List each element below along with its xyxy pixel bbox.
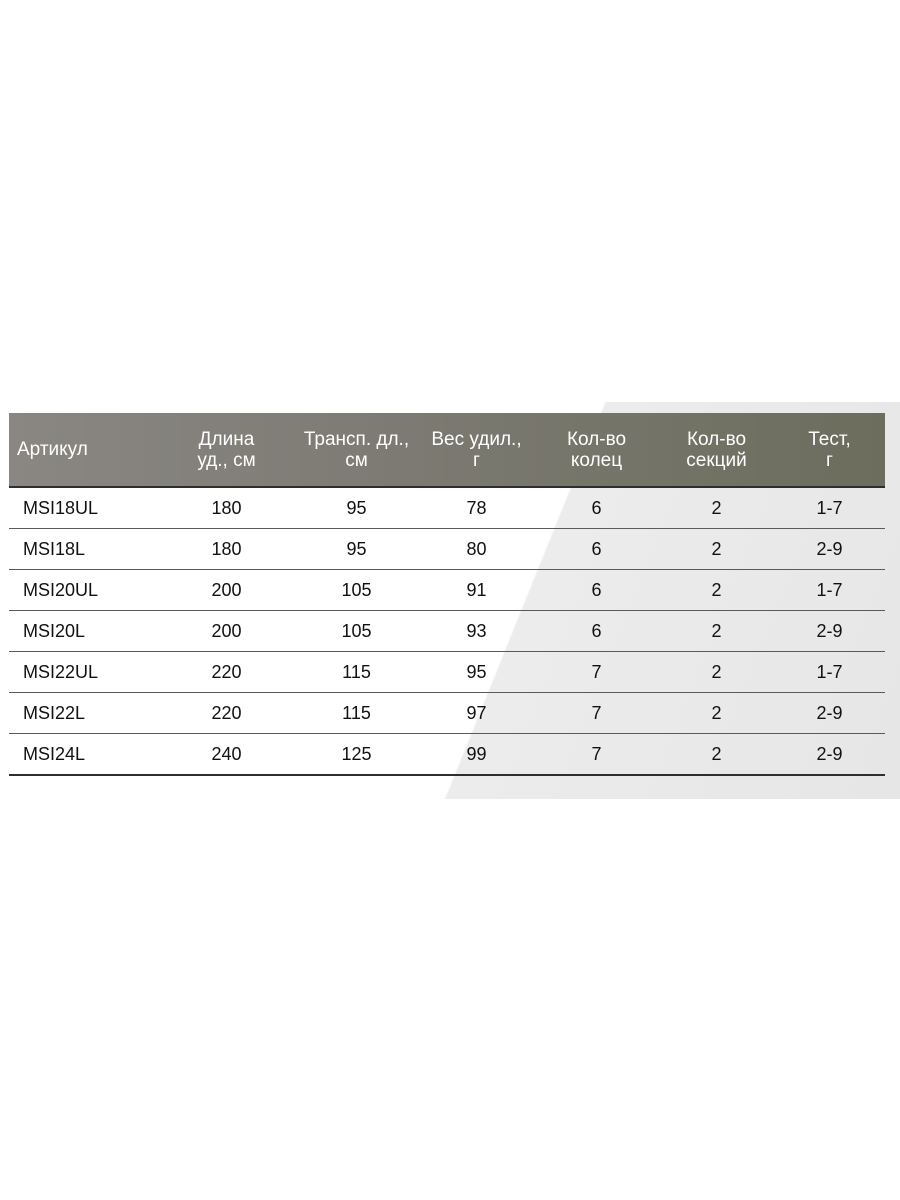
cell-length: 200 [159,611,294,652]
header-rings: Кол-во колец [534,413,659,487]
cell-sections: 2 [659,487,774,529]
table-row [9,693,885,734]
cell-article: MSI20L [9,611,159,652]
cell-sections: 2 [659,652,774,693]
cell-test: 2-9 [774,734,885,776]
cell-rings: 6 [534,529,659,570]
cell-length: 220 [159,652,294,693]
cell-weight: 80 [419,529,534,570]
cell-transport-length: 115 [294,693,419,734]
table-header-row [9,413,885,487]
cell-article: MSI24L [9,734,159,776]
cell-article: MSI18L [9,529,159,570]
table-row [9,734,885,776]
cell-length: 180 [159,529,294,570]
header-article: Артикул [9,413,159,487]
cell-sections: 2 [659,529,774,570]
cell-article: MSI18UL [9,487,159,529]
cell-weight: 78 [419,487,534,529]
cell-sections: 2 [659,611,774,652]
table-row [9,611,885,652]
cell-transport-length: 125 [294,734,419,776]
cell-weight: 95 [419,652,534,693]
header-transport-length: Трансп. дл., см [294,413,419,487]
cell-transport-length: 95 [294,529,419,570]
spec-table [9,413,885,776]
cell-test: 1-7 [774,652,885,693]
cell-rings: 6 [534,487,659,529]
cell-weight: 93 [419,611,534,652]
cell-test: 2-9 [774,693,885,734]
cell-article: MSI20UL [9,570,159,611]
cell-article: MSI22UL [9,652,159,693]
cell-length: 200 [159,570,294,611]
cell-rings: 7 [534,693,659,734]
cell-transport-length: 115 [294,652,419,693]
cell-sections: 2 [659,570,774,611]
table-row [9,570,885,611]
cell-weight: 91 [419,570,534,611]
table-row [9,652,885,693]
cell-rings: 6 [534,570,659,611]
cell-test: 2-9 [774,529,885,570]
table-row [9,487,885,529]
spec-table-container [9,413,885,776]
cell-rings: 6 [534,611,659,652]
cell-rings: 7 [534,734,659,776]
cell-transport-length: 95 [294,487,419,529]
cell-length: 180 [159,487,294,529]
cell-length: 240 [159,734,294,776]
header-sections: Кол-во секций [659,413,774,487]
cell-article: MSI22L [9,693,159,734]
table-row [9,529,885,570]
cell-test: 1-7 [774,487,885,529]
header-length: Длина уд., см [159,413,294,487]
header-weight: Вес удил., г [419,413,534,487]
cell-sections: 2 [659,693,774,734]
cell-transport-length: 105 [294,570,419,611]
cell-test: 1-7 [774,570,885,611]
cell-test: 2-9 [774,611,885,652]
cell-sections: 2 [659,734,774,776]
cell-weight: 97 [419,693,534,734]
cell-length: 220 [159,693,294,734]
cell-weight: 99 [419,734,534,776]
header-test: Тест, г [774,413,885,487]
cell-rings: 7 [534,652,659,693]
cell-transport-length: 105 [294,611,419,652]
